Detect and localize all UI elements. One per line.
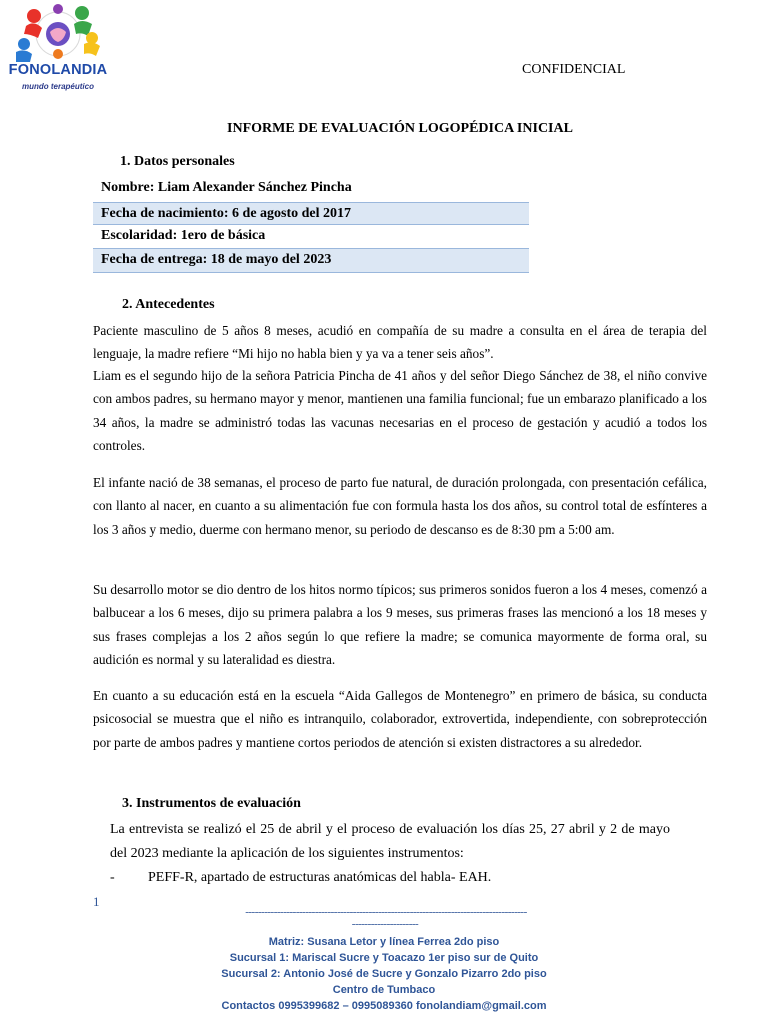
footer-divider: --------------------- — [351, 918, 419, 930]
footer-line: Centro de Tumbaco — [332, 984, 436, 996]
paragraph: Paciente masculino de 5 años 8 meses, acudió en compañía de su madre a consulta en el área de terapia del lenguaje, la madre refiere “Mi hijo no habla bien y ya va a tener seis años”. — [93, 323, 707, 362]
footer-line: Sucursal 2: Antonio José de Sucre y Gonzalo Pizarro 2do piso — [221, 968, 547, 980]
logo-figures-icon — [8, 4, 108, 64]
footer-contacts: Contactos 0995399682 – 0995089360 fonolandiam@gmail.com — [221, 1000, 547, 1012]
logo-tagline: mundo terapéutico — [21, 82, 94, 91]
section-heading-instrumentos: 3. Instrumentos de evaluación — [122, 796, 301, 811]
footer-divider: ----------------------------------------------------------------------------------------- — [245, 906, 527, 918]
footer-address-block — [100, 934, 668, 1014]
confidential-label: CONFIDENCIAL — [522, 62, 626, 77]
section-heading-antecedentes: 2. Antecedentes — [122, 297, 215, 312]
page-number: 1 — [93, 894, 100, 909]
table-cell: Fecha de nacimiento: 6 de agosto del 2017 — [101, 206, 352, 221]
table-row — [93, 248, 529, 273]
table-cell: Nombre: Liam Alexander Sánchez Pincha — [101, 180, 352, 195]
table-row — [93, 177, 529, 200]
list-item: PEFF-R, apartado de estructuras anatómicas del habla- EAH. — [148, 870, 492, 885]
document-title: INFORME DE EVALUACIÓN LOGOPÉDICA INICIAL — [227, 121, 573, 136]
logo-wordmark: FONOLANDIA — [8, 62, 108, 78]
footer-line: Sucursal 1: Mariscal Sucre y Toacazo 1er piso sur de Quito — [229, 952, 539, 964]
footer-line: Matriz: Susana Letor y línea Ferrea 2do piso — [268, 936, 500, 948]
paragraph: En cuanto a su educación está en la escuela “Aida Gallegos de Montenegro” en primero de básica, su conducta psicosocial se muestra que el niño es intranquilo, colaborador, extrovertida, independiente, con sobreprotección por parte de ambos padres y mantiene cortos periodos de atención si existen distractores a su alrededor. — [93, 688, 707, 750]
paragraph: Su desarrollo motor se dio dentro de los hitos normo típicos; sus primeros sonidos fueron a los 4 meses, comenzó a balbucear a los 6 meses, dijo su primera palabra a los 9 meses, sus primeras frases las mencionó a los 18 meses y sus frases complejas a los 2 años según lo que refiere la madre; se comunica mayormente de forma oral, su audición es normal y su lateralidad es diestra. — [93, 582, 707, 667]
paragraph: Liam es el segundo hijo de la señora Patricia Pincha de 41 años y del señor Diego Sánchez de 38, el niño convive con ambos padres, su hermano mayor y menor, mantienen una familia funcional; fue un embarazo planificado a los 34 años, la madre se administró todas las vacunas necesarias en el proceso de gestación y acudió a todos los controles. — [93, 368, 707, 453]
table-cell: Escolaridad: 1ero de básica — [101, 228, 266, 243]
table-row — [93, 202, 529, 225]
section-heading-datos: 1. Datos personales — [120, 154, 235, 169]
bullet-marker: - — [110, 870, 115, 885]
instruments-intro: La entrevista se realizó el 25 de abril y el proceso de evaluación los días 25, 27 abril y 2 de mayo del 2023 mediante la aplicación de los siguientes instrumentos: — [110, 822, 670, 861]
table-cell: Fecha de entrega: 18 de mayo del 2023 — [101, 252, 332, 267]
paragraph: El infante nació de 38 semanas, el proceso de parto fue natural, de duración prolongada, con presentación cefálica, con llanto al nacer, en cuanto a su alimentación fue con formula hasta los dos años, su control total de esfínteres a los 3 años y medio, duerme con hermano menor, su periodo de descanso es de 8:30 pm a 5:00 am. — [93, 475, 707, 537]
table-row — [93, 225, 529, 248]
